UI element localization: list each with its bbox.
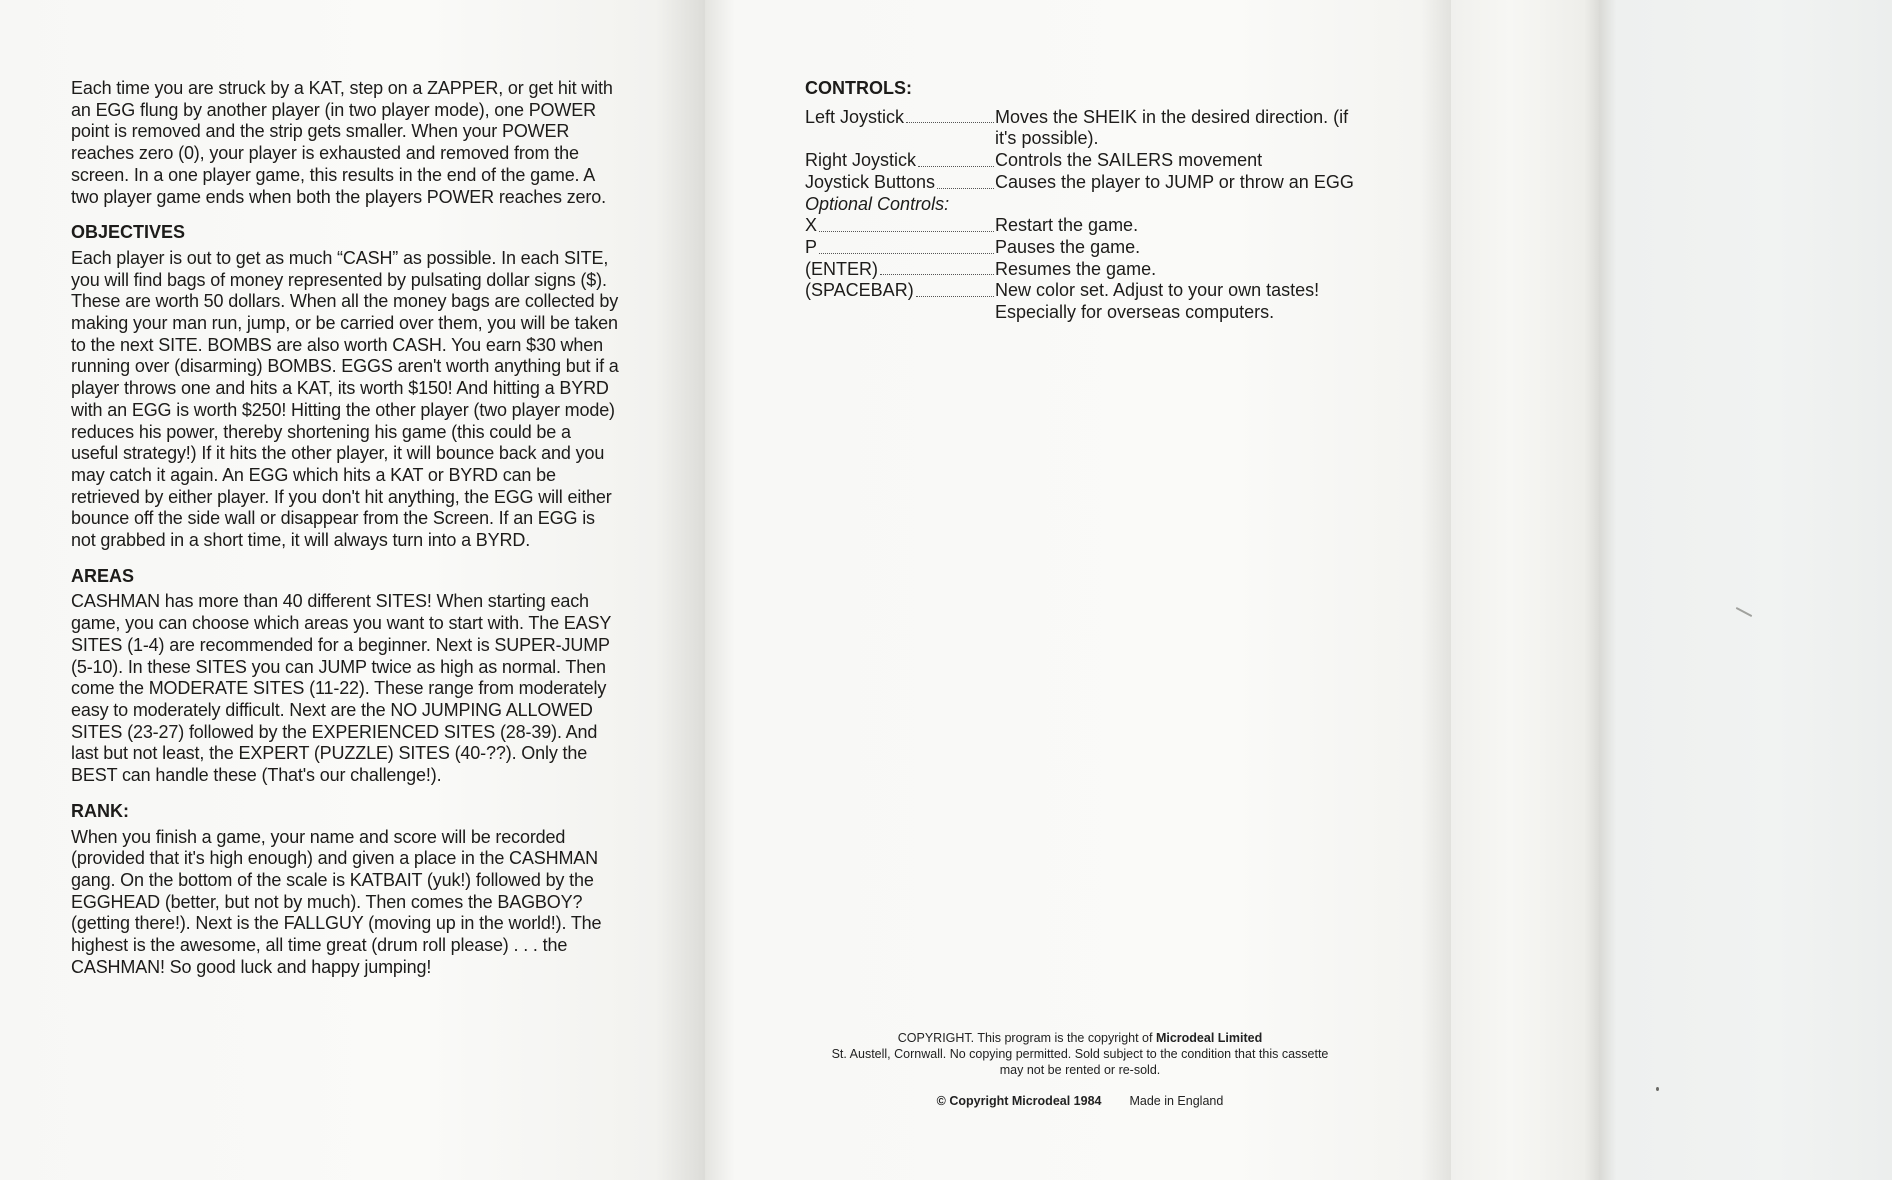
objectives-heading: OBJECTIVES <box>71 222 186 243</box>
control-key: Left Joystick <box>805 106 905 127</box>
control-description: New color set. Adjust to your own tastes! <box>995 280 1320 301</box>
dot-leader <box>819 231 994 232</box>
control-key: (ENTER) <box>805 258 878 279</box>
dot-leader <box>906 122 994 123</box>
controls-section <box>805 78 1365 324</box>
optional-control-row <box>805 237 1365 259</box>
control-row <box>805 150 1365 172</box>
controls-note: Especially for overseas computers. <box>995 302 1275 323</box>
areas-heading: AREAS <box>71 565 135 586</box>
footer-copyright: © Copyright Microdeal 1984 <box>936 1094 1102 1108</box>
control-key: Joystick Buttons <box>805 171 936 192</box>
objectives-paragraph: Each player is out to get as much “CASH” as possible. In each SITE, you will find bags of money represented by pulsating dollar signs ($). These are worth 50 dollars. When all the money bags are collected by making your man run, jump, or be carried over them, you will be taken to the next SITE. BOMBS are also worth CASH. You earn $30 when running over (disarming) BOMBS. EGGS aren't worth anything but if a player throws one and hits a KAT, its worth $150! And hitting a BYRD with an EGG is worth $250! Hitting the other player (two player mode) reduces his power, thereby shortening his game (this could be a useful strategy!) If it hits the other player, it will bounce back and you may catch it again. An EGG which hits a KAT or BYRD can be retrieved by either player. If you don't hit anything, the EGG will either bounce off the side wall or disappear from the Screen. If an EGG is not grabbed in a short time, it will always turn into a BYRD. <box>71 247 619 551</box>
copyright-line-prefix: COPYRIGHT. This program is the copyright of <box>897 1031 1153 1045</box>
control-description: Resumes the game. <box>995 258 1157 279</box>
control-row <box>805 172 1365 194</box>
left-page-panel <box>0 0 705 1180</box>
controls-heading: CONTROLS: <box>805 78 912 98</box>
optional-control-row <box>805 259 1365 281</box>
dot-leader <box>916 296 994 297</box>
copyright-owner: Microdeal Limited <box>1155 1031 1263 1045</box>
dot-leader <box>819 253 994 254</box>
optional-control-row <box>805 215 1365 237</box>
control-row <box>805 107 1365 150</box>
control-key: (SPACEBAR) <box>805 280 914 301</box>
copyright-line-2: St. Austell, Cornwall. No copying permitted. Sold subject to the condition that this cassette <box>831 1047 1329 1061</box>
control-description: Controls the SAILERS movement <box>995 150 1263 171</box>
power-intro-paragraph: Each time you are struck by a KAT, step on a ZAPPER, or get hit with an EGG flung by another player (in two player mode), one POWER point is removed and the strip gets smaller. When your POWER reaches zero (0), your player is exhausted and removed from the screen. In a one player game, this results in the end of the game. A two player game ends when both the players POWER reaches zero. <box>71 78 613 207</box>
optional-controls-heading: Optional Controls: <box>805 193 950 214</box>
control-description: Causes the player to JUMP or throw an EGG <box>995 171 1354 192</box>
control-key: P <box>805 236 818 257</box>
left-text-column <box>71 78 619 978</box>
dot-leader <box>937 188 994 189</box>
areas-paragraph: CASHMAN has more than 40 different SITES! When starting each game, you can choose which areas you want to start with. The EASY SITES (1-4) are recommended for a beginner. Next is SUPER-JUMP (5-10). In these SITES you can JUMP twice as high as normal. Then come the MODERATE SITES (11-22). These range from moderately easy to moderately difficult. Next are the NO JUMPING ALLOWED SITES (23-27) followed by the EXPERIENCED SITES (28-39). And last but not least, the EXPERT (PUZZLE) SITES (40-??). Only the BEST can handle these (That's our challenge!). <box>71 591 611 786</box>
paper-speck <box>1656 1087 1659 1091</box>
control-description: Moves the SHEIK in the desired direction. (if it's possible). <box>995 106 1349 149</box>
rank-paragraph: When you finish a game, your name and score will be recorded (provided that it's high enough) and given a place in the CASHMAN gang. On the bottom of the scale is KATBAIT (yuk!) followed by the EGGHEAD (better, but not by much). Then comes the BAGBOY? (getting there!). Next is the FALLGUY (moving up in the world!). The highest is the awesome, all time great (drum roll please) . . . the CASHMAN! So good luck and happy jumping! <box>71 826 602 977</box>
right-fold-panel <box>1599 0 1892 1180</box>
dot-leader <box>880 274 994 275</box>
rank-heading: RANK: <box>71 800 129 821</box>
narrow-fold-panel <box>1451 0 1599 1180</box>
control-key: X <box>805 215 818 236</box>
copyright-notice <box>760 1030 1400 1078</box>
footer-line <box>760 1094 1400 1108</box>
made-in-england: Made in England <box>1129 1094 1224 1108</box>
copyright-line-3: may not be rented or re-sold. <box>999 1063 1161 1077</box>
dot-leader <box>918 166 994 167</box>
controls-note-row <box>805 302 1365 324</box>
optional-control-row <box>805 280 1365 302</box>
control-description: Restart the game. <box>995 215 1139 236</box>
control-key: Right Joystick <box>805 150 917 171</box>
control-description: Pauses the game. <box>995 236 1141 257</box>
